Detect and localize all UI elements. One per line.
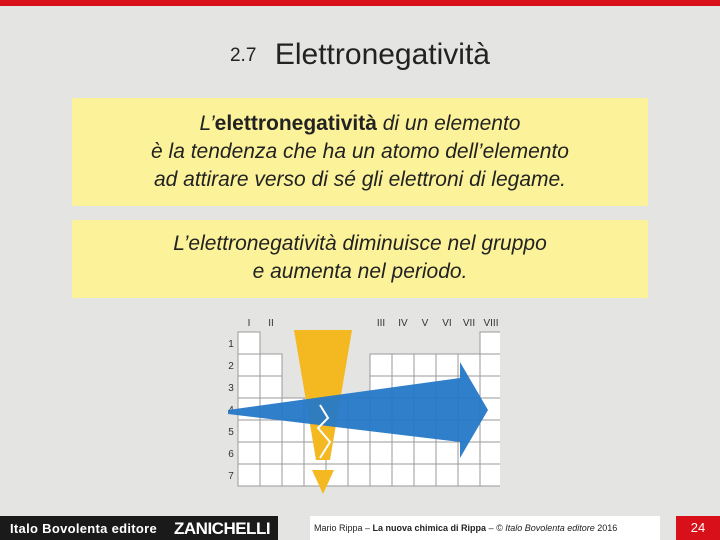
table-cell	[414, 464, 436, 486]
table-cell	[414, 442, 436, 464]
table-cell	[458, 464, 480, 486]
table-cell	[436, 442, 458, 464]
trend-line-2: e aumenta nel periodo.	[252, 260, 468, 283]
table-cell	[392, 442, 414, 464]
definition-line-3: ad attirare verso di sé gli elettroni di legame.	[153, 168, 567, 191]
table-cell	[238, 442, 260, 464]
group-label: II	[268, 318, 274, 329]
table-cell	[282, 420, 304, 442]
trend-box	[72, 220, 648, 298]
group-label: VI	[442, 318, 452, 329]
footer-credits-bar	[310, 516, 660, 540]
period-label: 3	[228, 383, 234, 394]
table-cell	[260, 442, 282, 464]
definition-line-2: è la tendenza che ha un atomo dell’elemento	[151, 140, 569, 163]
table-cell	[282, 442, 304, 464]
group-label: VII	[462, 318, 476, 329]
table-cell	[260, 354, 282, 376]
top-accent-bar	[0, 0, 720, 6]
table-cell	[414, 354, 436, 376]
table-cell	[238, 420, 260, 442]
periodic-table-diagram	[220, 310, 500, 500]
group-label: IV	[398, 318, 408, 329]
table-cell	[436, 464, 458, 486]
defined-term: elettronegatività	[214, 112, 377, 135]
table-cell	[260, 420, 282, 442]
table-cell	[238, 376, 260, 398]
table-cell	[238, 332, 260, 354]
period-label: 6	[228, 449, 234, 460]
table-cell	[260, 376, 282, 398]
table-cell	[260, 464, 282, 486]
group-label: III	[376, 318, 386, 329]
definition-line-1: L’elettronegatività di un elemento	[199, 112, 521, 135]
table-cell	[370, 354, 392, 376]
page-number: 24	[690, 520, 706, 535]
table-cell	[480, 464, 500, 486]
period-label: 7	[228, 471, 234, 482]
group-label: I	[247, 318, 251, 329]
credits-text: Mario Rippa – La nuova chimica di Rippa – © Italo Bovolenta editore 2016	[314, 523, 618, 533]
table-cell	[480, 442, 500, 464]
table-cell	[436, 354, 458, 376]
table-cell	[282, 464, 304, 486]
period-label: 5	[228, 427, 234, 438]
slide-title	[0, 38, 720, 72]
brand-logo: ZANICHELLI	[174, 519, 271, 538]
table-cell	[392, 354, 414, 376]
footer-publisher-bar	[0, 516, 278, 540]
group-label: V	[421, 318, 429, 329]
table-cell	[480, 332, 500, 354]
period-label: 1	[228, 339, 234, 350]
table-cell	[392, 464, 414, 486]
table-cell	[480, 420, 500, 442]
footer-page-box	[676, 516, 720, 540]
section-number: 2.7	[229, 45, 257, 66]
group-label: VIII	[483, 318, 499, 329]
definition-box	[72, 98, 648, 206]
table-cell	[370, 464, 392, 486]
publisher-name: Italo Bovolenta editore	[10, 521, 158, 536]
table-cell	[238, 354, 260, 376]
table-cell	[480, 376, 500, 398]
period-label: 2	[228, 361, 234, 372]
table-cell	[238, 464, 260, 486]
footer	[0, 516, 720, 540]
table-cell	[480, 354, 500, 376]
trend-line-1: L’elettronegatività diminuisce nel gruppo	[173, 232, 547, 255]
table-cell	[370, 442, 392, 464]
table-cell	[348, 464, 370, 486]
title-text: Elettronegatività	[274, 38, 490, 71]
table-cell	[348, 442, 370, 464]
